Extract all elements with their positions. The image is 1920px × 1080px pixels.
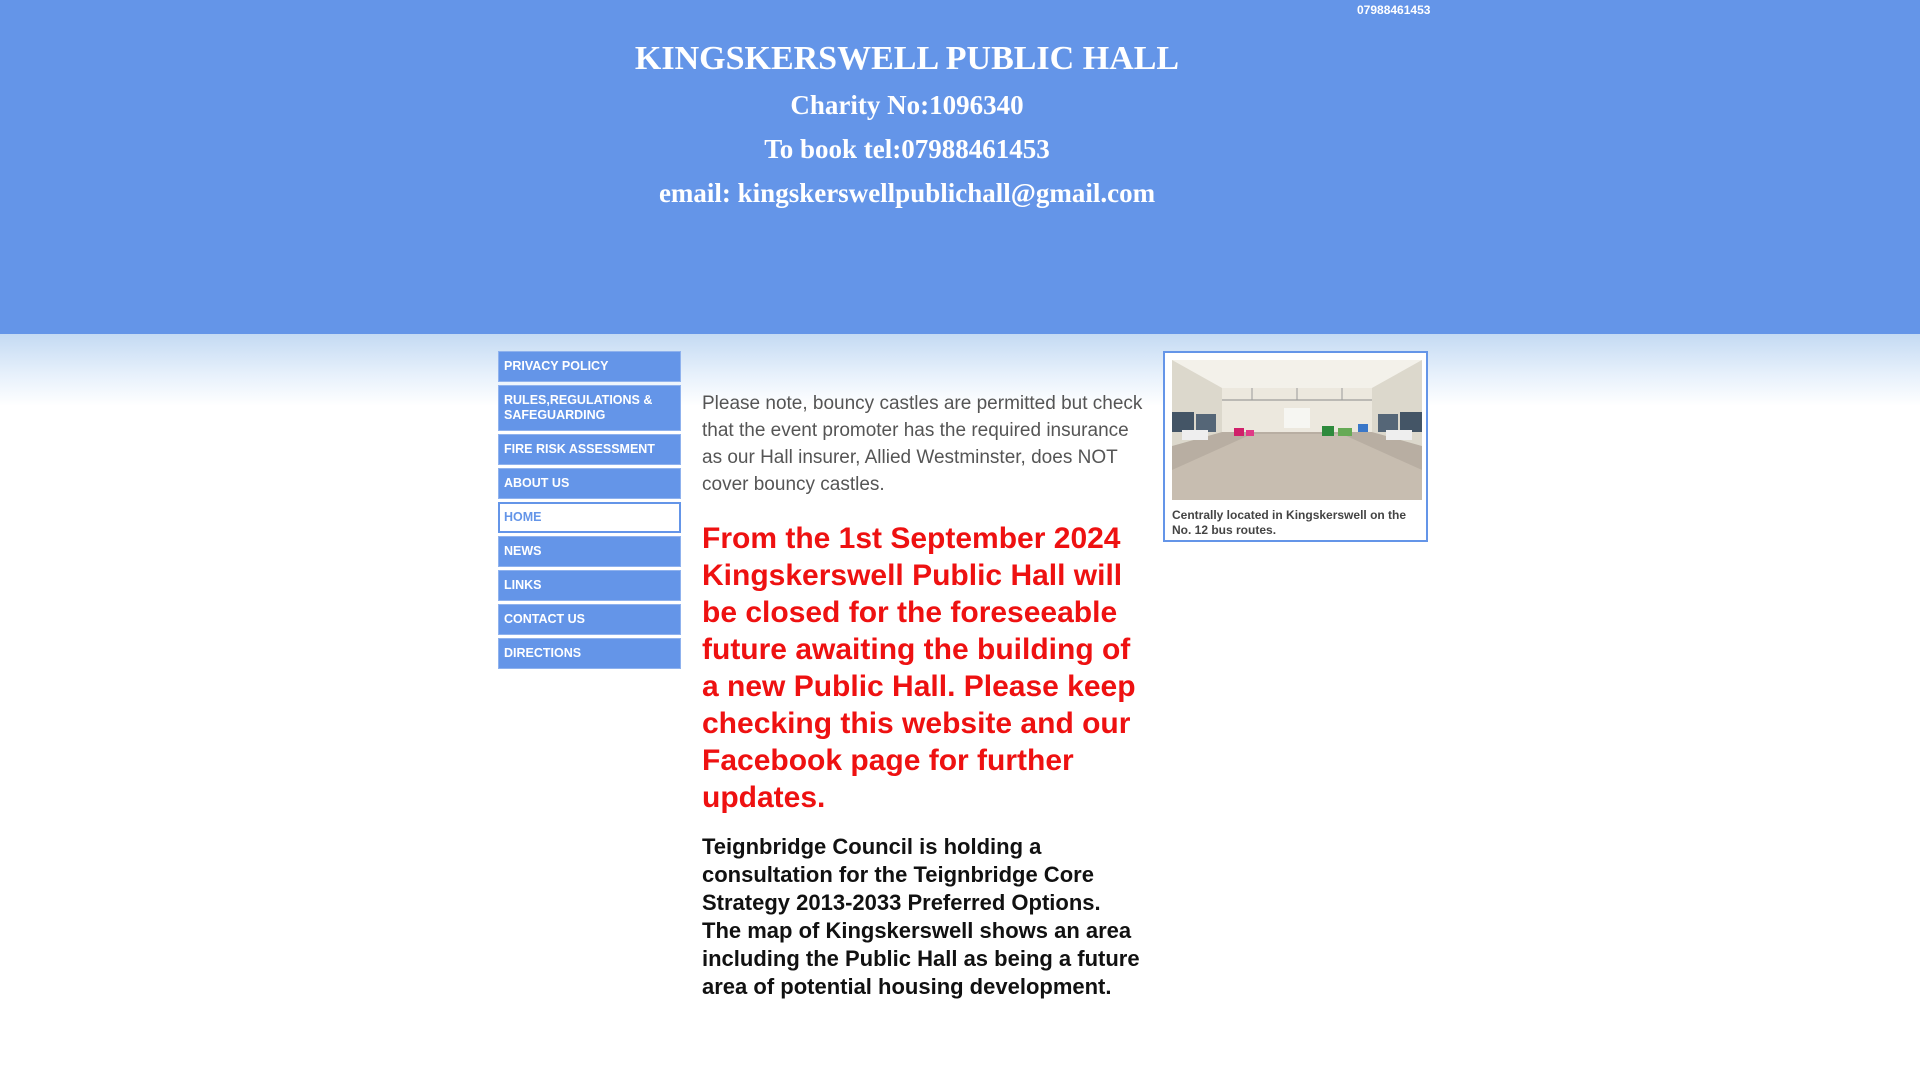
nav-item-news[interactable]: NEWS [498,536,681,567]
site-header [0,0,1920,334]
nav-item-about-us[interactable]: ABOUT US [498,468,681,499]
charity-number: Charity No:1096340 [790,90,1024,120]
nav-item-rules-regulations[interactable]: RULES,REGULATIONS & SAFEGUARDING [498,385,681,431]
contact-email: email: kingskerswellpublichall@gmail.com [658,178,1156,208]
main-navigation [498,351,681,672]
site-title: KINGSKERSWELL PUBLIC HALL [634,40,1180,77]
header-phone-number: 07988461453 [1357,3,1431,17]
nav-item-privacy-policy[interactable]: PRIVACY POLICY [498,351,681,382]
booking-phone: To book tel:07988461453 [764,134,1050,164]
closure-announcement: From the 1st September 2024 Kingskerswell Public Hall will be closed for the foreseeable future awaiting the building of a new Public Hall. Please keep checking this website and our Facebook page for further updates. [702,522,1136,814]
main-content [702,390,1144,1001]
nav-item-directions[interactable]: DIRECTIONS [498,638,681,669]
nav-item-fire-risk-assessment[interactable]: FIRE RISK ASSESSMENT [498,434,681,465]
photo-caption: Centrally located in Kingskerswell on the No. 12 bus routes. [1172,508,1407,537]
consultation-text: Teignbridge Council is holding a consultation for the Teignbridge Core Strategy 2013-2033 Preferred Options. The map of Kingskerswell shows an area including the Public Hall as being a future area of potential housing development. [702,834,1140,999]
bouncy-castle-notice: Please note, bouncy castles are permitted but check that the event promoter has the required insurance as our Hall insurer, Allied Westminster, does NOT cover bouncy castles. [702,393,1143,495]
hall-interior-photo [1172,360,1422,500]
nav-item-home[interactable]: HOME [498,502,681,533]
nav-item-contact-us[interactable]: CONTACT US [498,604,681,635]
nav-item-links[interactable]: LINKS [498,570,681,601]
hall-photo-panel [1163,351,1428,542]
